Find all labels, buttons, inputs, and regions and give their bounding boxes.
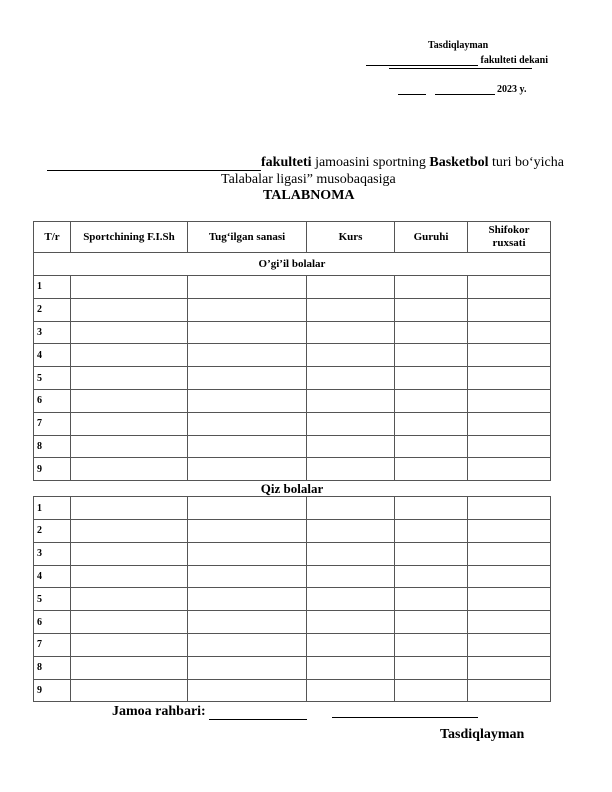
- table-cell: [395, 276, 468, 299]
- table-cell: [71, 542, 188, 565]
- table-cell: [395, 565, 468, 588]
- table-cell: [188, 542, 307, 565]
- dean-name-blank: [389, 68, 532, 69]
- table-row: [34, 435, 551, 458]
- table-row: [34, 276, 551, 299]
- table-cell: [468, 367, 551, 390]
- table-cell: [188, 298, 307, 321]
- table-cell: [395, 519, 468, 542]
- section-boys-label: O’gi’il bolalar: [34, 253, 551, 276]
- table-cell: [468, 435, 551, 458]
- leader-signature-blank: [209, 705, 307, 720]
- col-header-doctor-permission: Shifokor ruxsati: [468, 222, 551, 253]
- section-girls-label: Qiz bolalar: [34, 481, 551, 497]
- date-line: [398, 84, 526, 95]
- table-cell: [395, 389, 468, 412]
- table-cell: [188, 389, 307, 412]
- boys-row-number: 8: [34, 435, 71, 458]
- col-header-athlete-name: Sportchining F.I.Sh: [71, 222, 188, 253]
- girls-row-number: 8: [34, 656, 71, 679]
- day-blank: [398, 94, 426, 95]
- table-cell: [468, 276, 551, 299]
- table-cell: [71, 276, 188, 299]
- table-cell: [395, 412, 468, 435]
- table-cell: [188, 519, 307, 542]
- table-cell: [71, 412, 188, 435]
- heading-middle: jamoasini sportning: [311, 155, 430, 170]
- girls-row-number: 9: [34, 679, 71, 702]
- boys-row-number: 9: [34, 458, 71, 481]
- section-boys-row: [34, 253, 551, 276]
- table-cell: [188, 633, 307, 656]
- table-cell: [71, 458, 188, 481]
- table-row: [34, 321, 551, 344]
- table-row: [34, 565, 551, 588]
- month-blank: [435, 94, 495, 95]
- table-cell: [468, 588, 551, 611]
- table-cell: [468, 458, 551, 481]
- table-cell: [395, 497, 468, 520]
- heading-line2: Talabalar ligasi” musobaqasiga: [221, 172, 396, 187]
- table-row: [34, 611, 551, 634]
- table-row: [34, 412, 551, 435]
- boys-row-number: 5: [34, 367, 71, 390]
- table-cell: [468, 656, 551, 679]
- table-cell: [307, 276, 395, 299]
- table-cell: [307, 656, 395, 679]
- dean-label: fakulteti dekani: [480, 55, 549, 66]
- table-row: [34, 588, 551, 611]
- girls-row-number: 1: [34, 497, 71, 520]
- table-cell: [188, 497, 307, 520]
- table-cell: [307, 344, 395, 367]
- table-cell: [71, 367, 188, 390]
- col-header-birth-date: Tug‘ilgan sanasi: [188, 222, 307, 253]
- table-cell: [468, 298, 551, 321]
- table-cell: [307, 633, 395, 656]
- table-cell: [395, 611, 468, 634]
- table-cell: [71, 321, 188, 344]
- boys-row-number: 4: [34, 344, 71, 367]
- table-cell: [307, 611, 395, 634]
- boys-row-number: 3: [34, 321, 71, 344]
- table-cell: [395, 298, 468, 321]
- dean-signature-blank: [366, 65, 478, 66]
- sport-name: Basketbol: [429, 155, 489, 170]
- table-cell: [71, 389, 188, 412]
- col-header-course: Kurs: [307, 222, 395, 253]
- table-row: [34, 298, 551, 321]
- table-row: [34, 344, 551, 367]
- table-cell: [307, 497, 395, 520]
- table-cell: [395, 458, 468, 481]
- table-cell: [71, 656, 188, 679]
- leader-line: [112, 704, 307, 720]
- table-row: [34, 458, 551, 481]
- table-row: [34, 542, 551, 565]
- faculty-label: fakulteti: [261, 155, 312, 170]
- boys-row-number: 2: [34, 298, 71, 321]
- table-cell: [71, 435, 188, 458]
- table-cell: [395, 344, 468, 367]
- leader-label: Jamoa rahbari:: [112, 704, 206, 719]
- table-cell: [468, 679, 551, 702]
- table-cell: [468, 542, 551, 565]
- table-row: [34, 367, 551, 390]
- table-cell: [307, 565, 395, 588]
- table-cell: [71, 588, 188, 611]
- table-cell: [188, 588, 307, 611]
- table-cell: [395, 435, 468, 458]
- table-cell: [71, 679, 188, 702]
- table-row: [34, 679, 551, 702]
- girls-row-number: 7: [34, 633, 71, 656]
- table-cell: [395, 679, 468, 702]
- table-cell: [188, 656, 307, 679]
- table-cell: [71, 633, 188, 656]
- table-cell: [307, 412, 395, 435]
- table-cell: [307, 435, 395, 458]
- col-header-group: Guruhi: [395, 222, 468, 253]
- table-cell: [468, 565, 551, 588]
- table-cell: [71, 565, 188, 588]
- table-cell: [188, 565, 307, 588]
- heading-end: turi bo‘yicha: [488, 155, 564, 170]
- table-cell: [468, 611, 551, 634]
- table-cell: [188, 435, 307, 458]
- table-cell: [71, 344, 188, 367]
- boys-row-number: 6: [34, 389, 71, 412]
- table-cell: [188, 344, 307, 367]
- table-header-row: [34, 222, 551, 253]
- table-row: [34, 656, 551, 679]
- table-cell: [395, 588, 468, 611]
- table-cell: [395, 367, 468, 390]
- table-cell: [468, 497, 551, 520]
- table-cell: [188, 367, 307, 390]
- girls-row-number: 4: [34, 565, 71, 588]
- table-cell: [188, 458, 307, 481]
- section-girls-row: [34, 481, 551, 497]
- boys-row-number: 7: [34, 412, 71, 435]
- document-title: TALABNOMA: [263, 188, 355, 203]
- girls-row-number: 2: [34, 519, 71, 542]
- table-cell: [71, 497, 188, 520]
- table-cell: [307, 298, 395, 321]
- table-cell: [307, 679, 395, 702]
- approval-title: Tasdiqlayman: [428, 40, 489, 51]
- table-row: [34, 497, 551, 520]
- table-cell: [307, 321, 395, 344]
- table-cell: [468, 344, 551, 367]
- table-cell: [307, 458, 395, 481]
- boys-row-number: 1: [34, 276, 71, 299]
- col-header-number: T/r: [34, 222, 71, 253]
- table-cell: [395, 542, 468, 565]
- table-cell: [307, 519, 395, 542]
- table-cell: [468, 633, 551, 656]
- girls-row-number: 5: [34, 588, 71, 611]
- table-row: [34, 389, 551, 412]
- table-cell: [395, 633, 468, 656]
- leader-name-blank: [332, 717, 478, 718]
- table-cell: [468, 412, 551, 435]
- table-cell: [188, 276, 307, 299]
- table-cell: [307, 389, 395, 412]
- table-row: [34, 519, 551, 542]
- application-table: [33, 221, 551, 702]
- table-cell: [188, 321, 307, 344]
- table-cell: [71, 611, 188, 634]
- table-cell: [188, 611, 307, 634]
- table-cell: [71, 298, 188, 321]
- faculty-name-blank: [47, 156, 261, 171]
- table-row: [34, 633, 551, 656]
- table-cell: [395, 321, 468, 344]
- girls-row-number: 6: [34, 611, 71, 634]
- table-cell: [307, 588, 395, 611]
- table-cell: [307, 542, 395, 565]
- table-cell: [71, 519, 188, 542]
- girls-row-number: 3: [34, 542, 71, 565]
- heading-line1: [47, 155, 564, 171]
- table-cell: [395, 656, 468, 679]
- table-cell: [307, 367, 395, 390]
- table-cell: [468, 519, 551, 542]
- table-cell: [188, 412, 307, 435]
- table-cell: [188, 679, 307, 702]
- dean-line: [366, 55, 548, 66]
- table-cell: [468, 389, 551, 412]
- table-cell: [468, 321, 551, 344]
- footer-approve: Tasdiqlayman: [440, 727, 525, 742]
- year-label: 2023 y.: [497, 84, 527, 95]
